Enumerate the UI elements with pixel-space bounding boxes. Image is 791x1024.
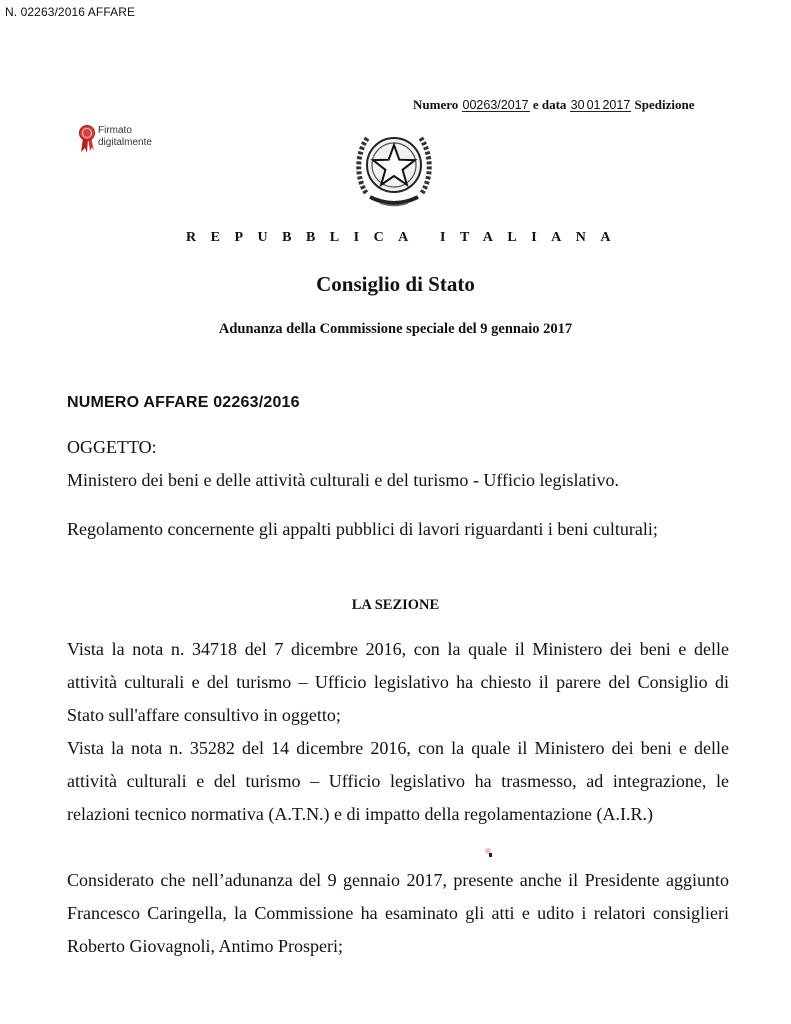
paragraph: Considerato che nell’adunanza del 9 gennaio 2017, presente anche il Presidente aggiunto Francesco Caringella, la Commissione ha esaminato gli atti e udito i relatori consiglieri Roberto Giovagnoli, Antimo Prosperi; xyxy=(67,870,729,956)
data-label: e data xyxy=(532,97,567,112)
scan-artifact-mark xyxy=(484,847,496,859)
date-month: 01 xyxy=(586,98,601,112)
subject-ministry: Ministero dei beni e delle attività culturali e del turismo - Ufficio legislativo. xyxy=(67,470,620,490)
subject-regulation: Regolamento concernente gli appalti pubblici di lavori riguardanti i beni culturali; xyxy=(67,519,658,539)
ribbon-seal-icon xyxy=(78,124,96,154)
signature-line-1: Firmato xyxy=(98,125,132,136)
paragraph: Vista la nota n. 34718 del 7 dicembre 2016, con la quale il Ministero dei beni e delle attività culturali e del turismo – Ufficio legislativo ha chiesto il parere del Consiglio di Stato sull'affare consultivo in oggetto; xyxy=(67,639,729,725)
council-title: Consiglio di Stato xyxy=(316,272,475,296)
subject-label: OGGETTO: xyxy=(67,437,157,457)
affare-number: NUMERO AFFARE 02263/2016 xyxy=(67,394,300,411)
republic-heading: REPUBBLICA ITALIANA xyxy=(186,230,625,245)
date-year: 2017 xyxy=(602,98,631,112)
numero-label: Numero xyxy=(413,97,459,112)
spedizione-label: Spedizione xyxy=(634,97,695,112)
digital-signature-label xyxy=(98,125,152,149)
paragraph: Vista la nota n. 35282 del 14 dicembre 2016, con la quale il Ministero dei beni e delle attività culturali e del turismo – Ufficio legislativo ha trasmesso, ad integrazione, le relazioni tecnico normativa (A.T.N.) e di impatto della regolamentazione (A.I.R.) xyxy=(67,738,729,824)
protocol-line xyxy=(413,97,695,113)
meeting-subtitle: Adunanza della Commissione speciale del 9 gennaio 2017 xyxy=(218,321,573,337)
date-day: 30 xyxy=(570,98,585,112)
section-title: LA SEZIONE xyxy=(351,597,440,613)
document-header-tag: N. 02263/2016 AFFARE xyxy=(5,5,136,19)
italian-republic-emblem-icon xyxy=(352,123,436,213)
numero-value: 00263/2017 xyxy=(462,98,529,112)
signature-line-2: digitalmente xyxy=(98,137,152,148)
